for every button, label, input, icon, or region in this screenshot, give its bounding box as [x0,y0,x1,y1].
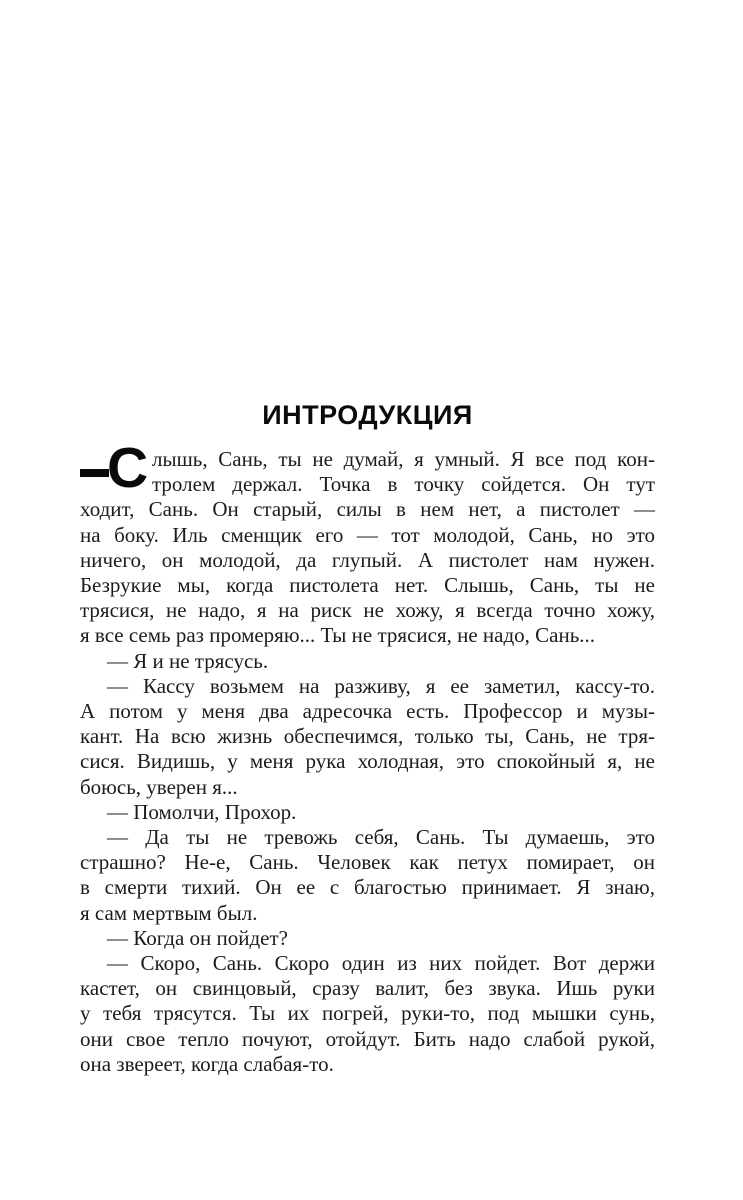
text-line: — Да ты не тревожь себя, Сань. Ты думаешь, это [107,825,655,850]
text-line: на боку. Иль сменщик его — тот молодой, Сань, но это [80,522,655,547]
text-line: — Я и не трясусь. [107,648,269,673]
text-line: ничего, он молодой, да глупый. А пистолет нам нужен. [80,547,655,572]
dropcap-opener [80,436,149,500]
dialogue-paragraph [80,951,655,1077]
text-line: — Кассу возьмем на разживу, я ее заметил, кассу-то. [107,673,655,698]
text-line: трясися, не надо, я на риск не хожу, я всегда точно хожу, [80,598,655,623]
text-line: я все семь раз промеряю... Ты не трясися, не надо, Сань... [80,623,596,648]
text-line: А потом у меня два адресочка есть. Профессор и музы- [80,699,655,724]
text-line: Безрукие мы, когда пистолета нет. Слышь, Сань, ты не [80,573,655,598]
text-line: — Помолчи, Прохор. [107,799,297,824]
text-line: сися. Видишь, у меня рука холодная, это спокойный я, не [80,749,655,774]
opening-paragraph [80,436,655,649]
text-line: лышь, Сань, ты не думай, я умный. Я все под кон- [152,447,655,471]
text-line: — Скоро, Сань. Скоро один из них пойдет. Вот держи [107,951,655,976]
text-line: ходит, Сань. Он старый, силы в нем нет, а пистолет — [80,497,655,522]
chapter-heading: ИНТРОДУКЦИЯ [262,400,473,430]
dialogue-paragraph [80,649,655,674]
dialogue-paragraph [80,800,655,825]
text-line: — Когда он пойдет? [107,925,289,950]
em-dash-bar [80,469,109,477]
drop-cap-letter: С [107,436,149,500]
text-line: они свое тепло почуют, отойдут. Бить надо слабой рукой, [80,1026,655,1051]
text-line: тролем держал. Точка в точку сойдется. Он тут [152,472,655,497]
text-line: я сам мертвым был. [80,900,258,925]
dialogue-paragraph [80,926,655,951]
text-line: страшно? Не-е, Сань. Человек как петух помирает, он [80,850,655,875]
text-line: кастет, он свинцовый, сразу валит, без звука. Ишь руки [80,976,655,1001]
text-line: кант. На всю жизнь обеспечимся, только ты, Сань, не тря- [80,724,655,749]
text-block [80,436,655,1077]
dialogue-paragraph [80,674,655,800]
dialogue-paragraph [80,825,655,926]
text-line: боюсь, уверен я... [80,774,238,799]
text-line: у тебя трясутся. Ты их погрей, руки-то, под мышки сунь, [80,1001,655,1026]
text-line: в смерти тихий. Он ее с благостью принимает. Я знаю, [80,875,655,900]
text-line: она звереет, когда слабая-то. [80,1051,334,1076]
